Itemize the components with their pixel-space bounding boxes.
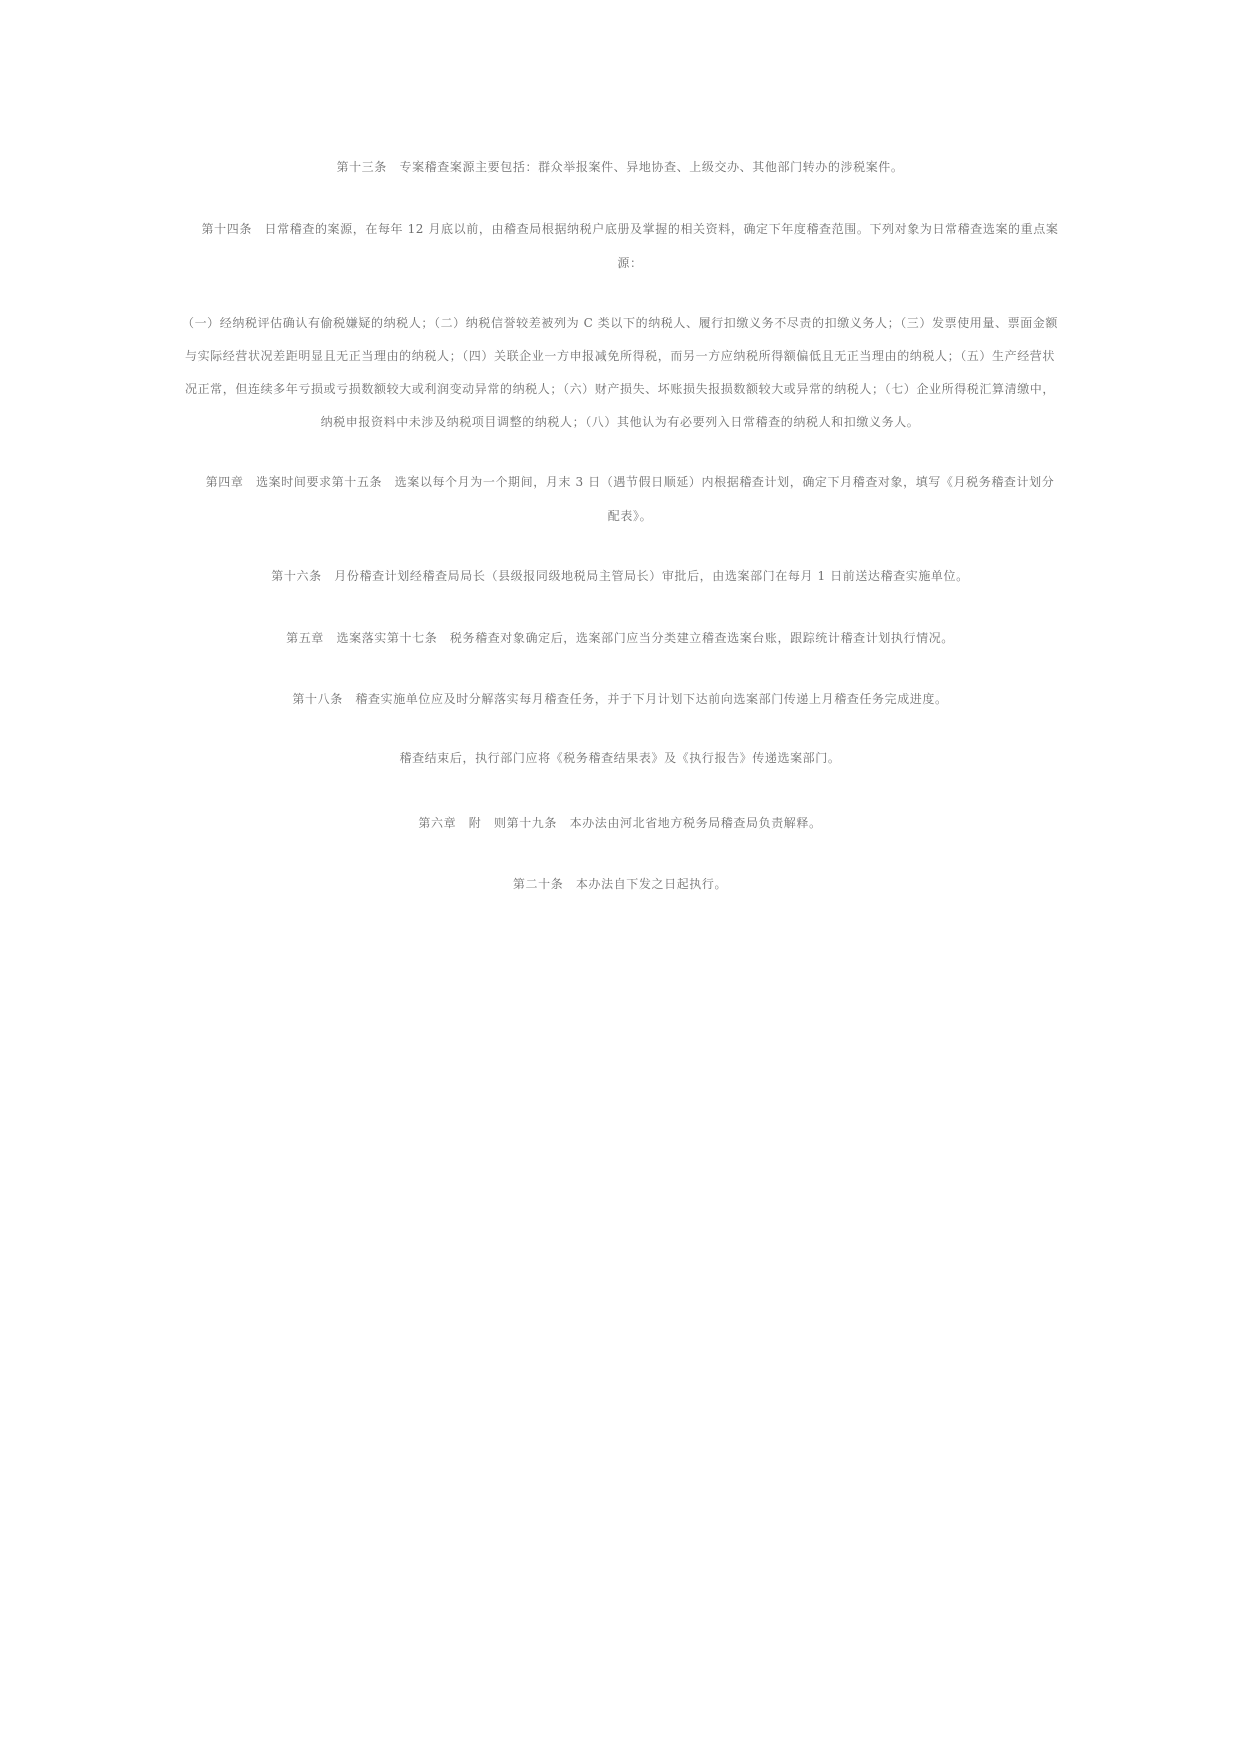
article-16-paragraph: 第十六条 月份稽查计划经稽查局局长（县级报同级地税局主管局长）审批后，由选案部门在每月 1 日前送达稽查实施单位。 xyxy=(271,569,969,583)
article-20-paragraph: 第二十条 本办法自下发之日起执行。 xyxy=(512,877,728,891)
inspection-result-paragraph: 稽查结束后，执行部门应将《税务稽查结果表》及《执行报告》传递选案部门。 xyxy=(399,751,841,765)
chapter-6-article-19-paragraph: 第六章 附 则第十九条 本办法由河北省地方税务局稽查局负责解释。 xyxy=(418,816,822,830)
chapter-5-article-17-paragraph: 第五章 选案落实第十七条 税务稽查对象确定后，选案部门应当分类建立稽查选案台账，跟踪统计稽查计划执行情况。 xyxy=(286,631,954,645)
article-13-paragraph: 第十三条 专案稽查案源主要包括：群众举报案件、异地协查、上级交办、其他部门转办的涉税案件。 xyxy=(336,160,904,174)
article-18-paragraph: 第十八条 稽查实施单位应及时分解落实每月稽查任务，并于下月计划下达前向选案部门传递上月稽查任务完成进度。 xyxy=(292,692,948,706)
article-14-paragraph: 第十四条 日常稽查的案源，在每年 12 月底以前，由稽查局根据纳税户底册及掌握的相关资料，确定下年度稽查范围。下列对象为日常稽查选案的重点案源： xyxy=(201,222,1059,270)
key-case-sources-list: （一）经纳税评估确认有偷税嫌疑的纳税人；（二）纳税信誉较差被列为 C 类以下的纳税人、履行扣缴义务不尽责的扣缴义务人；（三）发票使用量、票面金额与实际经营状况差距明显且无正当理由的纳税人；（四）关联企业一方申报减免所得税，而另一方应纳税所得额偏低且无正当理由的纳税人；（五）生产经营状况正常，但连续多年亏损或亏损数额较大或利润变动异常的纳税人；（六）财产损失、坏账损失报损数额较大或异常的纳税人；（七）企业所得税汇算清缴中，纳税申报资料中未涉及纳税项目调整的纳税人；（八）其他认为有必要列入日常稽查的纳税人和扣缴义务人。 xyxy=(181,316,1059,429)
chapter-4-article-15-paragraph: 第四章 选案时间要求第十五条 选案以每个月为一个期间，月末 3 日（遇节假日顺延）内根据稽查计划，确定下月稽查对象，填写《月税务稽查计划分配表》。 xyxy=(205,475,1055,523)
